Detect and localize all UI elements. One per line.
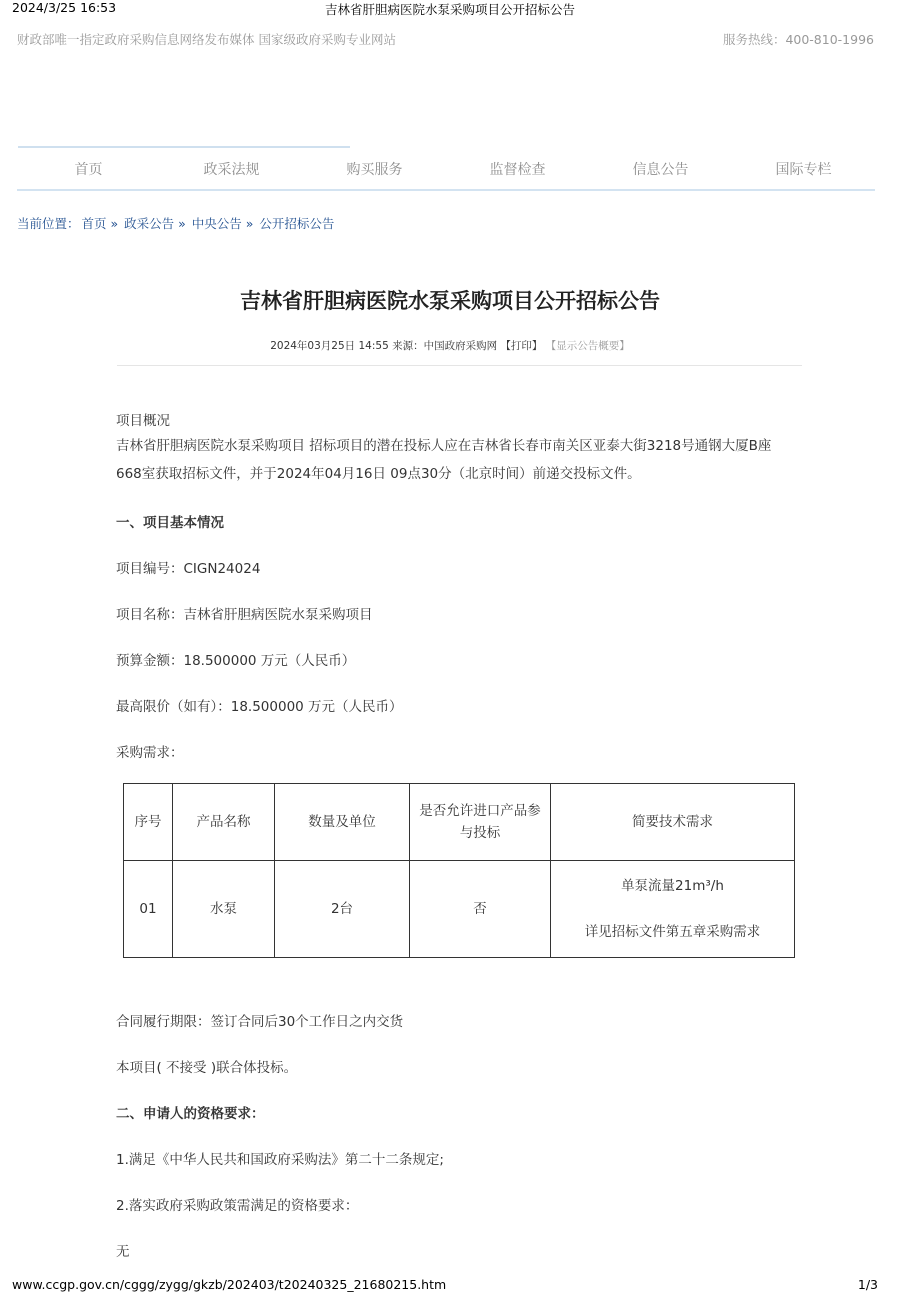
project-number: 项目编号：CIGN24024 [116,561,261,577]
table-row [124,861,795,958]
nav-item-regulations[interactable]: 政采法规 [203,162,260,178]
max-price: 最高限价（如有）：18.500000 万元（人民币） [116,699,403,715]
page-title: 吉林省肝胆病医院水泵采购项目公开招标公告 [240,289,660,313]
demand-label: 采购需求： [116,745,184,761]
main-nav [17,151,875,191]
col-header-qty: 数量及单位 [275,784,410,861]
requirement-1: 1.满足《中华人民共和国政府采购法》第二十二条规定; [116,1152,444,1168]
print-datetime: 2024/3/25 16:53 [12,0,117,15]
section2-heading: 二、申请人的资格要求： [116,1106,265,1122]
cell-no: 01 [124,861,173,958]
breadcrumb-link-announcements[interactable]: 政采公告 » [124,216,186,231]
nav-item-announcements[interactable]: 信息公告 [632,162,689,178]
service-hotline: 服务热线：400-810-1996 [722,32,874,47]
cell-product: 水泵 [173,861,275,958]
show-summary-link[interactable]: 【显示公告概要】 [545,340,630,352]
breadcrumb-link-open-tender[interactable]: 公开招标公告 [259,216,335,231]
article-meta [0,338,900,353]
meta-divider [117,365,802,366]
print-footer-url: www.ccgp.gov.cn/cggg/zygg/gkzb/202403/t20240325_21680215.htm [12,1277,447,1292]
budget-amount: 预算金额：18.500000 万元（人民币） [116,653,356,669]
nav-item-home[interactable]: 首页 [74,162,103,178]
print-header [0,0,900,18]
tech-line-flow: 单泵流量21m³/h [621,878,724,894]
site-tagline: 财政部唯一指定政府采购信息网络发布媒体 国家级政府采购专业网站 [17,32,396,47]
col-header-import: 是否允许进口产品参与投标 [410,784,551,861]
tech-line-detail: 详见招标文件第五章采购需求 [584,924,761,940]
cell-qty: 2台 [275,861,410,958]
nav-item-international[interactable]: 国际专栏 [775,162,832,178]
print-link[interactable]: 【打印】 [500,340,543,352]
overview-heading: 项目概况 [116,413,170,429]
contract-period: 合同履行期限：签订合同后30个工作日之内交货 [116,1014,404,1030]
overview-text: 吉林省肝胆病医院水泵采购项目 招标项目的潜在投标人应在吉林省长春市南关区亚泰大街3218号通钢大厦B座668室获取招标文件，并于2024年04月16日 09点30分（北京时间）前递交投标文件。 [116,438,772,482]
requirement-2: 2.落实政府采购政策需满足的资格要求： [116,1198,359,1214]
breadcrumb-prefix: 当前位置： [17,216,80,231]
section1-heading: 一、项目基本情况 [116,515,224,531]
table-header-row [124,784,795,861]
col-header-tech: 简要技术需求 [551,784,795,861]
breadcrumb-link-central[interactable]: 中央公告 » [191,216,254,231]
print-doc-title: 吉林省肝胆病医院水泵采购项目公开招标公告 [324,2,575,17]
breadcrumb [17,214,336,232]
breadcrumb-link-home[interactable]: 首页 » [81,216,119,231]
publish-datetime: 2024年03月25日 14:55 [270,340,389,352]
page-number: 1/3 [857,1277,878,1292]
article-source: 来源：中国政府采购网 [392,340,498,352]
requirements-table [123,783,795,958]
consortium-note: 本项目( 不接受 )联合体投标。 [116,1060,298,1076]
nav-item-supervision[interactable]: 监督检查 [489,162,546,178]
col-header-product: 产品名称 [173,784,275,861]
project-name: 项目名称：吉林省肝胆病医院水泵采购项目 [116,607,373,623]
cell-tech [551,861,795,958]
nav-accent-line [18,146,350,148]
requirement-2-value: 无 [116,1244,130,1260]
col-header-no: 序号 [124,784,173,861]
cell-import: 否 [410,861,551,958]
nav-item-purchase-services[interactable]: 购买服务 [346,162,403,178]
